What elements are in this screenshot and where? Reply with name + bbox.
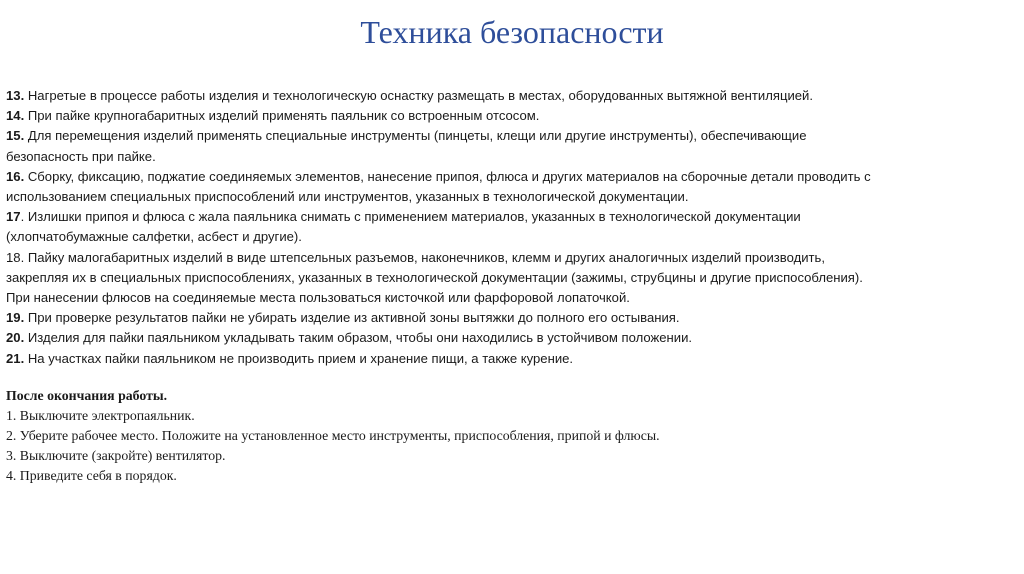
rule-text: безопасность при пайке. xyxy=(6,148,156,164)
rule-text: Нагретые в процессе работы изделия и технологическую оснастку размещать в местах, оборудованных вытяжной вентиляцией. xyxy=(27,88,814,103)
rule-text: использованием специальных приспособлений или инструментов, указанных в технологической документации. xyxy=(6,189,689,205)
rule-line xyxy=(6,126,1018,146)
rule-number: 14. xyxy=(6,108,25,124)
rule-line xyxy=(6,167,1018,187)
rule-line xyxy=(6,268,1018,288)
rule-line xyxy=(6,106,1018,126)
rule-line xyxy=(6,328,1018,348)
rule-line xyxy=(6,349,1018,369)
rule-text: Пайку малогабаритных изделий в виде штепсельных разъемов, наконечников, клемм и других аналогичных изделий производить, xyxy=(27,249,826,265)
after-work-step: 1. Выключите электропаяльник. xyxy=(6,408,195,423)
rule-line xyxy=(6,288,1018,308)
rule-number: 19. xyxy=(6,310,25,326)
rule-text: На участках пайки паяльником не производить прием и хранение пищи, а также курение. xyxy=(27,350,574,366)
after-work-step: 3. Выключите (закройте) вентилятор. xyxy=(6,448,226,463)
rule-text: Изделия для пайки паяльником укладывать таким образом, чтобы они находились в устойчивом положении. xyxy=(27,330,693,346)
rule-line xyxy=(6,207,1018,227)
rule-text: При проверке результатов пайки не убирать изделие из активной зоны вытяжки до полного его остывания. xyxy=(27,310,680,326)
after-work-heading: После окончания работы. xyxy=(6,388,168,403)
after-work-step: 4. Приведите себя в порядок. xyxy=(6,468,177,483)
after-work-section xyxy=(6,386,1018,486)
rule-text: Для перемещения изделий применять специальные инструменты (пинцеты, клещи или другие инструменты), обеспечивающие xyxy=(27,128,807,144)
safety-rules-list xyxy=(6,86,1018,369)
slide-title: Техника безопасности xyxy=(360,14,664,50)
rule-number: 13. xyxy=(6,88,25,103)
rule-text: При нанесении флюсов на соединяемые места пользоваться кисточкой или фарфоровой лопаточкой. xyxy=(6,290,630,306)
rule-text: . Излишки припоя и флюса с жала паяльника снимать с применением материалов, указанных в технологической документации xyxy=(20,209,801,225)
after-work-step: 2. Уберите рабочее место. Положите на установленное место инструменты, приспособления, припой и флюсы. xyxy=(6,428,660,443)
rule-number: 17 xyxy=(6,209,21,225)
rule-number: 15. xyxy=(6,128,25,144)
rule-line xyxy=(6,86,1018,106)
rule-number: 18. xyxy=(6,249,25,265)
rule-line xyxy=(6,147,1018,167)
rule-line xyxy=(6,187,1018,207)
rule-text: (хлопчатобумажные салфетки, асбест и другие). xyxy=(6,229,302,245)
rule-text: закрепляя их в специальных приспособлениях, указанных в технологической документации (зажимы, струбцины и другие приспособления). xyxy=(6,269,863,285)
rule-line xyxy=(6,308,1018,328)
rule-number: 20. xyxy=(6,330,25,346)
rule-text: Сборку, фиксацию, поджатие соединяемых элементов, нанесение припоя, флюса и других материалов на сборочные детали проводить с xyxy=(27,168,871,184)
rule-line xyxy=(6,227,1018,247)
rule-text: При пайке крупногабаритных изделий применять паяльник со встроенным отсосом. xyxy=(27,108,540,124)
rule-line xyxy=(6,248,1018,268)
rule-number: 21. xyxy=(6,350,25,366)
rule-number: 16. xyxy=(6,168,25,184)
